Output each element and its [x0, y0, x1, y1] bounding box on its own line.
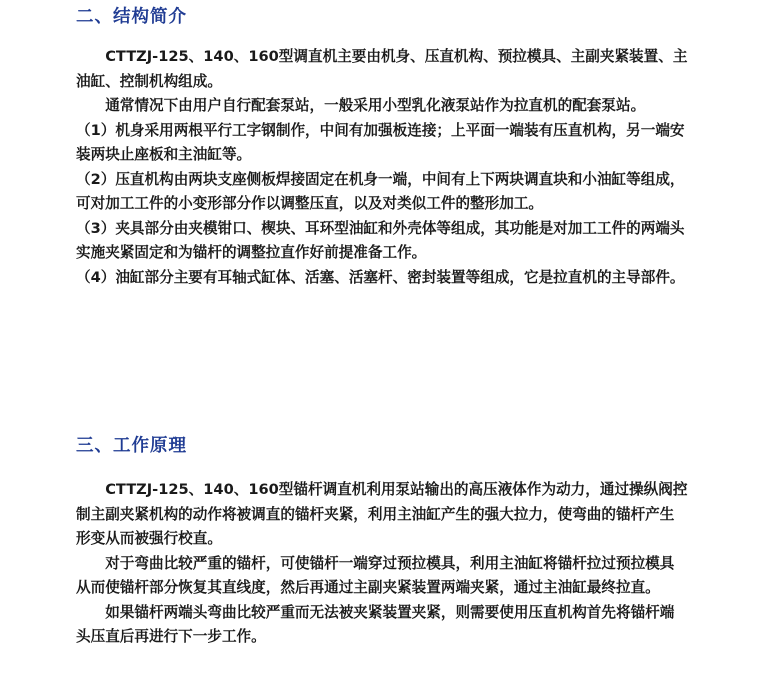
paragraph: （1）机身采用两根平行工字钢制作，中间有加强板连接；上平面一端装有压直机构，另一端安装两块止座板和主油缸等。: [76, 121, 685, 163]
section-body-principle: [76, 478, 688, 650]
paragraph: （2）压直机构由两块支座侧板焊接固定在机身一端，中间有上下两块调直块和小油缸等组成，可对加工工件的小变形部分作以调整压直，以及对类似工件的整形加工。: [76, 170, 685, 212]
section-body-structure: [76, 45, 688, 290]
section-heading-principle: 三、工作原理: [76, 436, 187, 456]
paragraph: CTTZJ-125、140、160型调直机主要由机身、压直机构、预拉模具、主副夹紧装置、主油缸、控制机构组成。: [76, 48, 688, 90]
paragraph: 如果锚杆两端头弯曲比较严重而无法被夹紧装置夹紧，则需要使用压直机构首先将锚杆端头压直后再进行下一步工作。: [76, 603, 675, 645]
paragraph: 对于弯曲比较严重的锚杆，可使锚杆一端穿过预拉模具，利用主油缸将锚杆拉过预拉模具从而使锚杆部分恢复其直线度，然后再通过主副夹紧装置两端夹紧，通过主油缸最终拉直。: [76, 554, 675, 596]
paragraph: （3）夹具部分由夹模钳口、楔块、耳环型油缸和外壳体等组成，其功能是对加工工件的两端头实施夹紧固定和为锚杆的调整拉直作好前提准备工作。: [76, 219, 685, 261]
paragraph: 通常情况下由用户自行配套泵站，一般采用小型乳化液泵站作为拉直机的配套泵站。: [105, 97, 646, 114]
section-heading-structure: 二、结构简介: [76, 7, 187, 27]
paragraph: CTTZJ-125、140、160型锚杆调直机利用泵站输出的高压液体作为动力，通过操纵阀控制主副夹紧机构的动作将被调直的锚杆夹紧，利用主油缸产生的强大拉力，使弯曲的锚杆产生形变从而被强行校直。: [76, 481, 688, 547]
paragraph: （4）油缸部分主要有耳轴式缸体、活塞、活塞杆、密封装置等组成，它是拉直机的主导部件。: [76, 268, 685, 286]
